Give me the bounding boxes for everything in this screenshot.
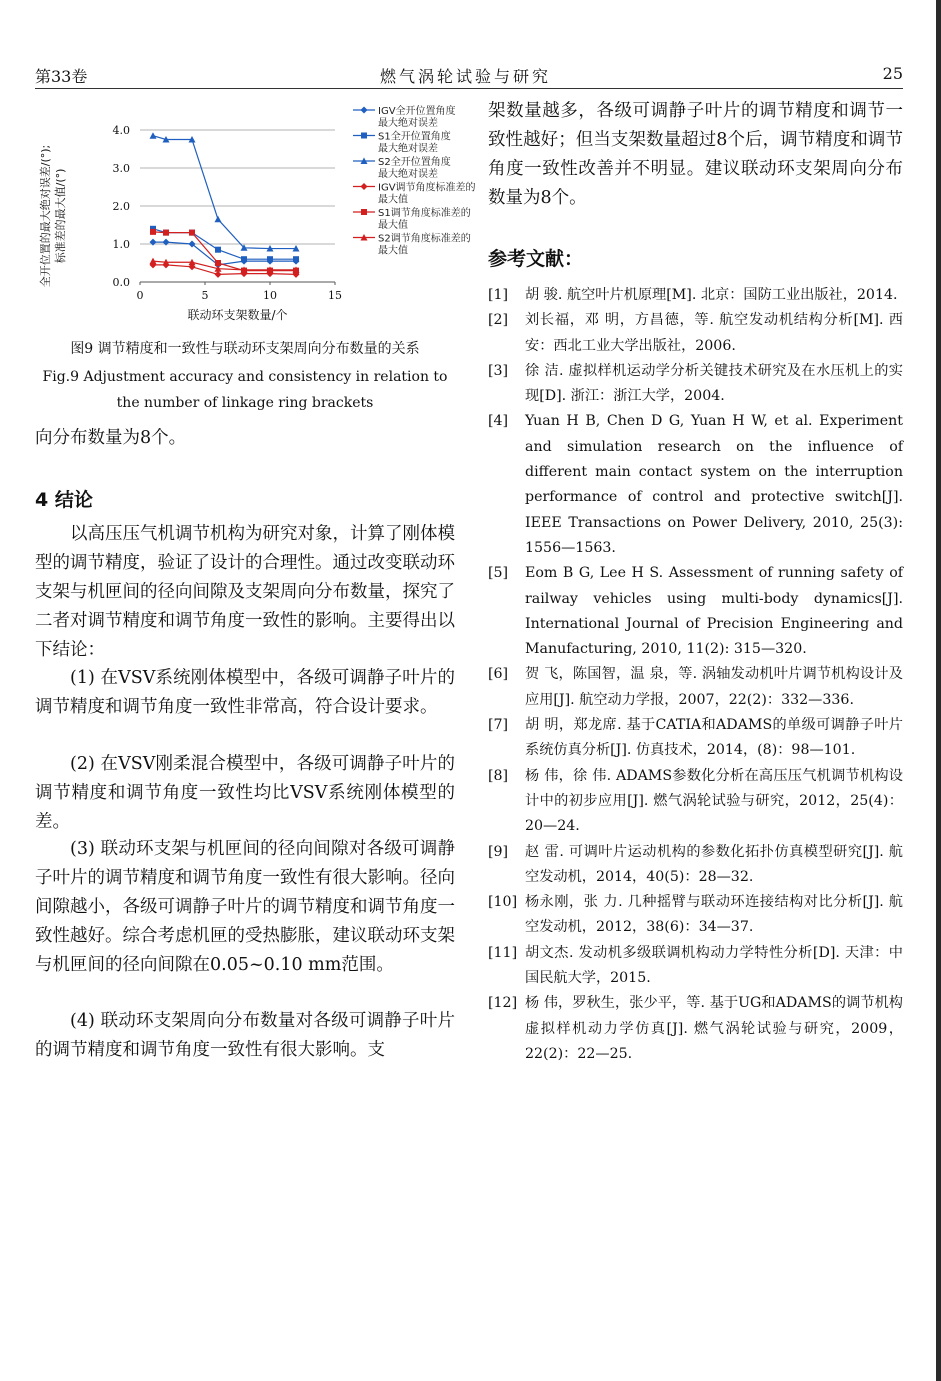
reference-item — [488, 840, 903, 891]
reference-number: [2] — [488, 312, 509, 329]
y-tick-label: 4.0 — [112, 124, 130, 137]
reference-number: [3] — [488, 362, 509, 379]
reference-number: [9] — [488, 843, 509, 860]
reference-item — [488, 308, 903, 359]
data-point — [361, 133, 367, 139]
x-tick-label: 10 — [263, 289, 277, 302]
legend-label: 最大绝对误差 — [378, 169, 438, 180]
reference-item — [488, 561, 903, 662]
reference-text: 胡 明，郑龙席. 基于CATIA和ADAMS的单级可调静子叶片系统仿真分析[J]. 仿真技术，2014，(8)：98—101. — [525, 717, 903, 759]
series-line — [153, 242, 296, 265]
data-point — [163, 230, 169, 236]
data-point — [163, 239, 170, 246]
data-point — [293, 256, 299, 262]
reference-number: [6] — [488, 666, 509, 683]
legend-label: S2全开位置角度 — [378, 157, 451, 168]
reference-text: 杨永刚，张 力. 几种摇臂与联动环连接结构对比分析[J]. 航空发动机，2012，38(6)：34—37. — [525, 894, 903, 936]
series-1 — [150, 239, 300, 269]
x-tick-label: 5 — [201, 289, 209, 302]
reference-text: 杨 伟，徐 伟. ADAMS参数化分析在高压压气机调节机构设计中的初步应用[J]. 燃气涡轮试验与研究，2012，25(4)：20—24. — [525, 767, 903, 835]
legend-label: 最大值 — [378, 220, 408, 231]
reference-item — [488, 713, 903, 764]
data-point — [215, 271, 222, 278]
figure-caption-en: Fig.9 Adjustment accuracy and consistency in relation to the number of linkage ring brackets — [42, 369, 448, 411]
reference-item — [488, 662, 903, 713]
data-point — [150, 229, 156, 235]
y-tick-label: 2.0 — [112, 200, 130, 213]
reference-number: [1] — [488, 287, 509, 303]
data-point — [241, 256, 247, 262]
x-tick-label: 15 — [328, 289, 342, 302]
legend-item — [353, 232, 471, 257]
reference-item — [488, 991, 903, 1067]
legend-label: IGV调节角度标准差的 — [378, 182, 476, 194]
page-edge — [936, 0, 941, 1381]
reference-text: 徐 洁. 虚拟样机运动学分析关键技术研究及在水压机上的实现[D]. 浙江：浙江大学，2004. — [525, 362, 903, 405]
reference-number: [12] — [488, 995, 518, 1012]
reference-text: Yuan H B, Chen D G, Yuan H W, et al. Experiment and simulation research on the influence of different main contact system on the interruption performance of control and protective switch[J]. IEEE Transactions on Power Delivery, 2010, 25(3): 1556—1563. — [525, 413, 903, 556]
data-point — [267, 256, 273, 262]
legend-item — [353, 206, 471, 231]
reference-list — [488, 283, 903, 1067]
running-header — [35, 60, 903, 89]
section-title: 4 结论 — [35, 489, 93, 511]
data-point — [189, 230, 195, 236]
right-continuation: 架数量越多，各级可调静子叶片的调节精度和调节一致性越好；但当支架数量超过8个后，调节精度和调节角度一致性改善并不明显。建议联动环支架周向分布数量为8个。 — [488, 101, 903, 208]
conclusion-2: (2) 在VSV刚柔混合模型中，各级可调静子叶片的调节精度和调节角度一致性均比VSV系统刚体模型的差。 — [35, 754, 455, 832]
reference-number: [5] — [488, 565, 509, 582]
legend-label: S1调节角度标准差的 — [378, 208, 471, 219]
legend-label: 最大值 — [378, 245, 408, 257]
data-point — [215, 216, 222, 223]
volume-label: 第33卷 — [35, 67, 88, 86]
legend-label: 最大绝对误差 — [378, 143, 438, 155]
y-axis-label: 全开位置的最大绝对误差/(°); — [39, 144, 52, 288]
y-tick-label: 0.0 — [112, 276, 130, 289]
conclusion-intro: 以高压压气机调节机构为研究对象，计算了刚体模型的调节精度，验证了设计的合理性。通过改变联动环支架与机匣间的径向间隙及支架周向分布数量，探究了二者对调节精度和调节角度一致性的影响。主要得出以下结论： — [35, 524, 455, 660]
series-line — [153, 232, 296, 271]
legend-label: 最大绝对误差 — [378, 118, 438, 129]
data-point — [361, 183, 368, 190]
reference-number: [4] — [488, 413, 509, 430]
reference-text: 杨 伟，罗秋生，张少平，等. 基于UG和ADAMS的调节机构虚拟样机动力学仿真[J]. 燃气涡轮试验与研究，2009，22(2)：22—25. — [525, 995, 903, 1062]
data-point — [150, 239, 157, 246]
legend-item — [353, 104, 456, 129]
references-title: 参考文献： — [488, 248, 584, 270]
reference-item — [488, 283, 903, 308]
figure-9-chart — [35, 98, 476, 330]
reference-number: [10] — [488, 894, 518, 911]
journal-title: 燃气涡轮试验与研究 — [380, 67, 552, 86]
y-tick-label: 1.0 — [112, 238, 130, 251]
y-axis-label: 标准差的最大值/(°) — [54, 168, 67, 264]
reference-number: [8] — [488, 767, 509, 784]
reference-number: [7] — [488, 717, 509, 734]
legend-item — [353, 181, 476, 206]
page-number: 25 — [882, 64, 903, 83]
series-3 — [150, 132, 300, 251]
reference-item — [488, 764, 903, 840]
series-5 — [150, 229, 299, 274]
reference-item — [488, 359, 903, 410]
reference-number: [11] — [488, 944, 518, 961]
data-point — [215, 247, 221, 253]
legend-label: IGV全开位置角度 — [378, 106, 456, 117]
y-tick-label: 3.0 — [112, 162, 130, 175]
reference-text: 赵 雷. 可调叶片运动机构的参数化拓扑仿真模型研究[J]. 航空发动机，2014，40(5)：28—32. — [525, 843, 903, 885]
data-point — [361, 107, 368, 114]
legend-item — [353, 130, 451, 155]
reference-item — [488, 941, 903, 992]
reference-item — [488, 409, 903, 561]
reference-text: 胡文杰. 发动机多级联调机构动力学特性分析[D]. 天津：中国民航大学，2015. — [525, 944, 903, 987]
conclusion-1: (1) 在VSV系统刚体模型中，各级可调静子叶片的调节精度和调节角度一致性非常高，符合设计要求。 — [35, 668, 455, 717]
figure-caption-cn: 图9 调节精度和一致性与联动环支架周向分布数量的关系 — [70, 341, 420, 357]
legend-label: S1全开位置角度 — [378, 131, 451, 143]
x-tick-label: 0 — [136, 289, 144, 302]
conclusion-4: (4) 联动环支架周向分布数量对各级可调静子叶片的调节精度和调节角度一致性有很大影响。支 — [35, 1011, 455, 1060]
left-continuation: 向分布数量为8个。 — [35, 428, 187, 448]
reference-text: 刘长福，邓 明，方昌德，等. 航空发动机结构分析[M]. 西安：西北工业大学出版社，2006. — [525, 312, 903, 354]
reference-text: 贺 飞，陈国智，温 泉，等. 涡轴发动机叶片调节机构设计及应用[J]. 航空动力学报，2007，22(2)：332—336. — [525, 666, 903, 708]
reference-text: 胡 骏. 航空叶片机原理[M]. 北京：国防工业出版社，2014. — [525, 287, 898, 303]
data-point — [361, 209, 367, 215]
reference-item — [488, 890, 903, 941]
chart-svg — [35, 98, 476, 330]
series-line — [153, 136, 296, 249]
data-point — [215, 260, 221, 266]
legend-item — [353, 155, 451, 180]
conclusion-3: (3) 联动环支架与机匣间的径向间隙对各级可调静子叶片的调节精度和调节角度一致性有很大影响。径向间隙越小，各级可调静子叶片的调节精度和调节角度一致性越好。综合考虑机匣的受热膨胀，建议联动环支架与机匣间的径向间隙在0.05~0.10 mm范围。 — [35, 839, 455, 975]
reference-text: Eom B G, Lee H S. Assessment of running safety of railway vehicles using multi-body dynamics[J]. International Journal of Precision Engineering and Manufacturing, 2010, 11(2): 315—320. — [525, 565, 903, 658]
legend-label: 最大值 — [378, 194, 408, 206]
x-axis-label: 联动环支架数量/个 — [187, 308, 288, 322]
legend-label: S2调节角度标准差的 — [378, 233, 471, 245]
data-point — [150, 132, 157, 139]
